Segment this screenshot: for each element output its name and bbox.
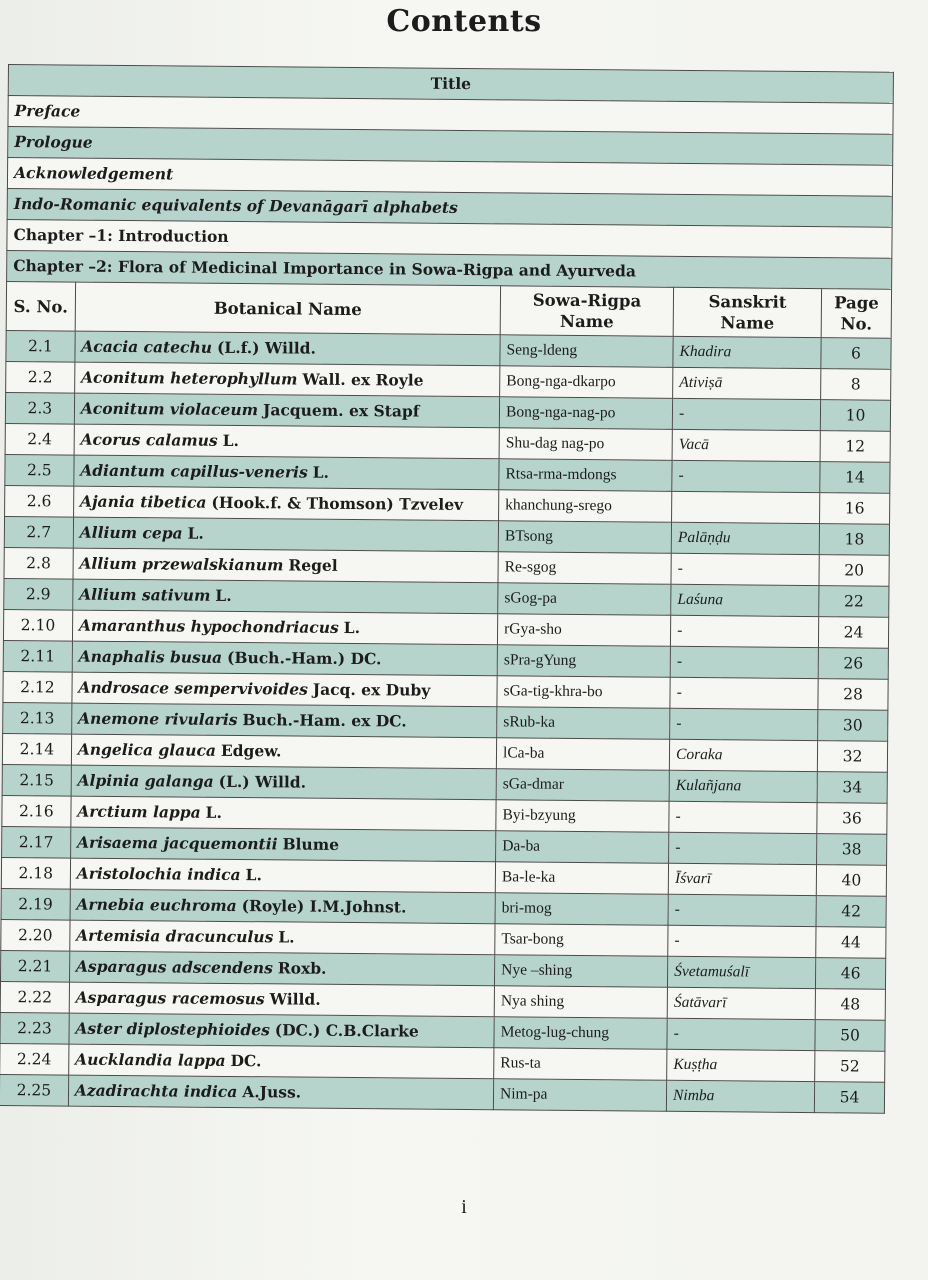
species-name: Amaranthus hypochondriacus bbox=[78, 615, 339, 637]
page-number-cell: 8 bbox=[821, 369, 891, 401]
sanskrit-name: Śatāvarī bbox=[667, 987, 815, 1019]
sowa-rigpa-name: Nim-pa bbox=[493, 1079, 666, 1112]
page-number-cell: 6 bbox=[821, 338, 891, 370]
entry-number: 2.16 bbox=[2, 795, 71, 827]
botanical-name bbox=[68, 1044, 494, 1079]
sanskrit-name: - bbox=[669, 801, 817, 833]
page-number-cell: 48 bbox=[815, 989, 885, 1021]
species-name: Allium sativum bbox=[79, 584, 211, 605]
sowa-rigpa-name: Byi-bzyung bbox=[496, 800, 669, 833]
botanical-name bbox=[74, 455, 500, 490]
sowa-rigpa-name: Shu-dag nag-po bbox=[499, 428, 672, 461]
page-number-cell: 16 bbox=[820, 493, 890, 525]
sanskrit-name: Palāṇḍu bbox=[671, 522, 819, 554]
species-name: Allium przewalskianum bbox=[79, 553, 284, 575]
entry-number: 2.11 bbox=[3, 640, 72, 672]
sanskrit-name: Khadira bbox=[673, 336, 821, 368]
botanical-name bbox=[72, 641, 498, 676]
sowa-rigpa-name: sRub-ka bbox=[497, 707, 670, 740]
sowa-rigpa-name: Rus-ta bbox=[494, 1048, 667, 1081]
page-number-cell: 14 bbox=[820, 462, 890, 494]
entry-number: 2.1 bbox=[6, 330, 75, 362]
page-number-cell: 38 bbox=[817, 834, 887, 866]
entry-number: 2.14 bbox=[2, 733, 71, 765]
species-author: (L.) Willd. bbox=[218, 771, 307, 792]
species-author: Roxb. bbox=[277, 958, 327, 978]
front-matter-prologue: Prologue bbox=[8, 127, 893, 166]
entry-number: 2.7 bbox=[4, 516, 73, 548]
sowa-rigpa-name: Metog-lug-chung bbox=[494, 1017, 667, 1050]
page-title: Contents bbox=[386, 4, 542, 39]
species-author: Edgew. bbox=[220, 740, 282, 761]
species-name: Arctium lappa bbox=[77, 801, 201, 822]
botanical-name bbox=[69, 951, 495, 986]
sanskrit-name: Kulañjana bbox=[669, 770, 817, 802]
page-number-cell: 32 bbox=[817, 741, 887, 773]
contents-table bbox=[0, 64, 894, 1114]
page-number-cell: 36 bbox=[817, 803, 887, 835]
front-matter-preface: Preface bbox=[8, 96, 893, 135]
column-header-row bbox=[6, 281, 891, 338]
sanskrit-name: - bbox=[669, 832, 817, 864]
sanskrit-name: - bbox=[671, 615, 819, 647]
species-author: (Hook.f. & Thomson) Tzvelev bbox=[211, 492, 464, 514]
species-author: (DC.) C.B.Clarke bbox=[274, 1020, 419, 1041]
col-header-botanical: Botanical Name bbox=[75, 282, 501, 335]
botanical-name bbox=[71, 734, 497, 769]
page-number-cell: 42 bbox=[816, 896, 886, 928]
species-name: Azadirachta indica bbox=[74, 1080, 238, 1102]
species-name: Aster diplostephioides bbox=[75, 1018, 270, 1040]
sanskrit-name: - bbox=[670, 708, 818, 740]
sanskrit-name: - bbox=[672, 398, 820, 430]
page-number-cell: 12 bbox=[820, 431, 890, 463]
sowa-rigpa-name: BTsong bbox=[498, 521, 671, 554]
page-number-cell: 10 bbox=[820, 400, 890, 432]
species-author: L. bbox=[278, 927, 295, 947]
entry-number: 2.23 bbox=[0, 1012, 69, 1044]
species-name: Aconitum heterophyllum bbox=[80, 367, 298, 389]
species-author: Wall. ex Royle bbox=[302, 369, 424, 390]
botanical-name bbox=[72, 672, 498, 707]
sanskrit-name: Vacā bbox=[672, 429, 820, 461]
page-number-cell: 28 bbox=[818, 679, 888, 711]
species-author: Regel bbox=[288, 555, 338, 575]
sowa-rigpa-name: Nya shing bbox=[494, 986, 667, 1019]
sowa-rigpa-name: sGa-tig-khra-bo bbox=[497, 676, 670, 709]
botanical-name bbox=[71, 765, 497, 800]
species-author: Jacquem. ex Stapf bbox=[262, 400, 420, 421]
botanical-name bbox=[73, 579, 499, 614]
page-number-cell: 24 bbox=[819, 617, 889, 649]
sanskrit-name: Nimba bbox=[666, 1080, 814, 1112]
entry-number: 2.2 bbox=[6, 361, 75, 393]
botanical-name bbox=[73, 548, 499, 583]
entry-number: 2.6 bbox=[5, 485, 74, 517]
entry-number: 2.10 bbox=[3, 609, 72, 641]
botanical-name bbox=[69, 1013, 495, 1048]
species-name: Artemisia dracunculus bbox=[76, 925, 274, 947]
sowa-rigpa-name: Nye –shing bbox=[495, 955, 668, 988]
sanskrit-name: Laśuna bbox=[671, 584, 819, 616]
species-name: Anaphalis busua bbox=[78, 646, 223, 667]
front-matter-indo-romanic: Indo-Romanic equivalents of Devanāgarī alphabets bbox=[7, 188, 892, 227]
sowa-rigpa-name: sPra-gYung bbox=[497, 645, 670, 678]
entry-number: 2.18 bbox=[1, 857, 70, 889]
sanskrit-name: - bbox=[668, 894, 816, 926]
entry-number: 2.21 bbox=[0, 950, 69, 982]
sowa-rigpa-name: Da-ba bbox=[496, 831, 669, 864]
species-name: Angelica glauca bbox=[77, 739, 217, 760]
species-name: Alpinia galanga bbox=[77, 770, 214, 791]
sanskrit-name: - bbox=[670, 677, 818, 709]
col-header-sno: S. No. bbox=[6, 281, 75, 331]
entry-number: 2.15 bbox=[2, 764, 71, 796]
entry-number: 2.3 bbox=[5, 392, 74, 424]
sanskrit-name: Coraka bbox=[669, 739, 817, 771]
entry-number: 2.22 bbox=[0, 981, 69, 1013]
botanical-name bbox=[70, 827, 496, 862]
species-name: Androsace sempervivoides bbox=[78, 677, 308, 699]
entry-number: 2.5 bbox=[5, 454, 74, 486]
species-author: L. bbox=[215, 585, 232, 605]
botanical-name bbox=[74, 424, 500, 459]
sanskrit-name: Śvetamuśalī bbox=[668, 956, 816, 988]
species-name: Asparagus adscendens bbox=[75, 956, 273, 978]
page-number-cell: 22 bbox=[819, 586, 889, 618]
species-author: (Buch.-Ham.) DC. bbox=[227, 647, 382, 669]
sowa-rigpa-name: khanchung-srego bbox=[499, 490, 672, 523]
species-name: Acorus calamus bbox=[80, 429, 218, 450]
entry-number: 2.24 bbox=[0, 1043, 69, 1075]
species-author: DC. bbox=[230, 1050, 262, 1071]
botanical-name bbox=[74, 362, 500, 397]
species-author: L. bbox=[245, 865, 262, 885]
page-number-cell: 40 bbox=[816, 865, 886, 897]
sowa-rigpa-name: Re-sgog bbox=[498, 552, 671, 585]
page-number: i bbox=[461, 1196, 467, 1218]
sowa-rigpa-name: Bong-nga-dkarpo bbox=[500, 366, 673, 399]
botanical-name bbox=[70, 889, 496, 924]
species-author: Willd. bbox=[269, 989, 321, 1009]
sowa-rigpa-name: sGog-pa bbox=[498, 583, 671, 616]
sowa-rigpa-name: sGa-dmar bbox=[496, 769, 669, 802]
sowa-rigpa-name: lCa-ba bbox=[496, 738, 669, 771]
species-name: Asparagus racemosus bbox=[75, 987, 265, 1009]
entry-number: 2.8 bbox=[4, 547, 73, 579]
sowa-rigpa-name: Rtsa-rma-mdongs bbox=[499, 459, 672, 492]
sowa-rigpa-name: Bong-nga-nag-po bbox=[499, 397, 672, 430]
page-number-cell: 20 bbox=[819, 555, 889, 587]
species-author: Blume bbox=[282, 834, 340, 854]
page-number-cell: 54 bbox=[814, 1082, 884, 1114]
chapter-2-title: Chapter –2: Flora of Medicinal Importance in Sowa-Rigpa and Ayurveda bbox=[7, 250, 892, 289]
entry-number: 2.4 bbox=[5, 423, 74, 455]
page-number-cell: 26 bbox=[818, 648, 888, 680]
species-name: Ajania tibetica bbox=[79, 491, 207, 512]
botanical-name bbox=[73, 517, 499, 552]
botanical-name bbox=[71, 796, 497, 831]
botanical-name bbox=[68, 1075, 494, 1110]
botanical-name bbox=[70, 920, 496, 955]
sanskrit-name: Īśvarī bbox=[668, 863, 816, 895]
species-author: L. bbox=[222, 430, 239, 451]
sanskrit-name: - bbox=[671, 553, 819, 585]
page-number-cell: 18 bbox=[819, 524, 889, 556]
page-number-cell: 52 bbox=[815, 1051, 885, 1083]
sanskrit-name: - bbox=[672, 460, 820, 492]
botanical-name bbox=[73, 486, 499, 521]
page-number-cell: 30 bbox=[818, 710, 888, 742]
species-author: L. bbox=[187, 523, 204, 543]
page-number-cell: 50 bbox=[815, 1020, 885, 1052]
entry-number: 2.13 bbox=[3, 702, 72, 734]
page-number-cell: 34 bbox=[817, 772, 887, 804]
col-header-page: Page No. bbox=[821, 289, 891, 339]
species-author: L. bbox=[343, 617, 361, 638]
chapter-1-title: Chapter –1: Introduction bbox=[7, 219, 892, 258]
entry-number: 2.25 bbox=[0, 1074, 68, 1106]
sowa-rigpa-name: bri-mog bbox=[495, 893, 668, 926]
front-matter-acknowledgement: Acknowledgement bbox=[7, 158, 892, 197]
botanical-name bbox=[70, 858, 496, 893]
entry-number: 2.17 bbox=[2, 826, 71, 858]
entry-number: 2.12 bbox=[3, 671, 72, 703]
botanical-name bbox=[71, 703, 497, 738]
botanical-name bbox=[69, 982, 495, 1017]
species-author: (Royle) I.M.Johnst. bbox=[241, 896, 407, 917]
table-row bbox=[0, 1074, 885, 1113]
sanskrit-name: Kuṣṭha bbox=[667, 1049, 815, 1081]
species-author: A.Juss. bbox=[242, 1082, 302, 1102]
entry-number: 2.20 bbox=[1, 919, 70, 951]
species-name: Arnebia euchroma bbox=[76, 894, 237, 916]
sowa-rigpa-name: rGya-sho bbox=[497, 614, 670, 647]
species-name: Acacia catechu bbox=[81, 336, 213, 357]
sanskrit-name bbox=[672, 491, 820, 523]
botanical-name bbox=[72, 610, 498, 645]
species-name: Aucklandia lappa bbox=[75, 1049, 226, 1070]
sowa-rigpa-name: Seng-ldeng bbox=[500, 335, 673, 368]
sowa-rigpa-name: Tsar-bong bbox=[495, 924, 668, 957]
title-header: Title bbox=[8, 65, 893, 104]
col-header-sowa: Sowa-Rigpa Name bbox=[500, 286, 673, 337]
entry-number: 2.19 bbox=[1, 888, 70, 920]
entry-number: 2.9 bbox=[4, 578, 73, 610]
botanical-name bbox=[74, 393, 500, 428]
species-name: Arisaema jacquemontii bbox=[76, 832, 278, 854]
species-name: Allium cepa bbox=[79, 522, 183, 543]
species-author: (L.f.) Willd. bbox=[216, 337, 317, 358]
botanical-name bbox=[75, 331, 501, 366]
sanskrit-name: - bbox=[668, 925, 816, 957]
species-author: Buch.-Ham. ex DC. bbox=[242, 710, 407, 731]
species-name: Adiantum capillus-veneris bbox=[80, 460, 308, 482]
species-author: Jacq. ex Duby bbox=[312, 679, 431, 700]
sanskrit-name: Ativiṣā bbox=[673, 367, 821, 399]
sowa-rigpa-name: Ba-le-ka bbox=[495, 862, 668, 895]
sanskrit-name: - bbox=[670, 646, 818, 678]
col-header-sanskrit: Sanskrit Name bbox=[673, 287, 821, 337]
species-name: Aristolochia indica bbox=[76, 863, 241, 885]
species-author: L. bbox=[205, 802, 222, 822]
page-number-cell: 44 bbox=[816, 927, 886, 959]
species-author: L. bbox=[312, 462, 330, 482]
page-number-cell: 46 bbox=[816, 958, 886, 990]
species-name: Aconitum violaceum bbox=[80, 398, 259, 420]
species-name: Anemone rivularis bbox=[77, 708, 238, 730]
sanskrit-name: - bbox=[667, 1018, 815, 1050]
